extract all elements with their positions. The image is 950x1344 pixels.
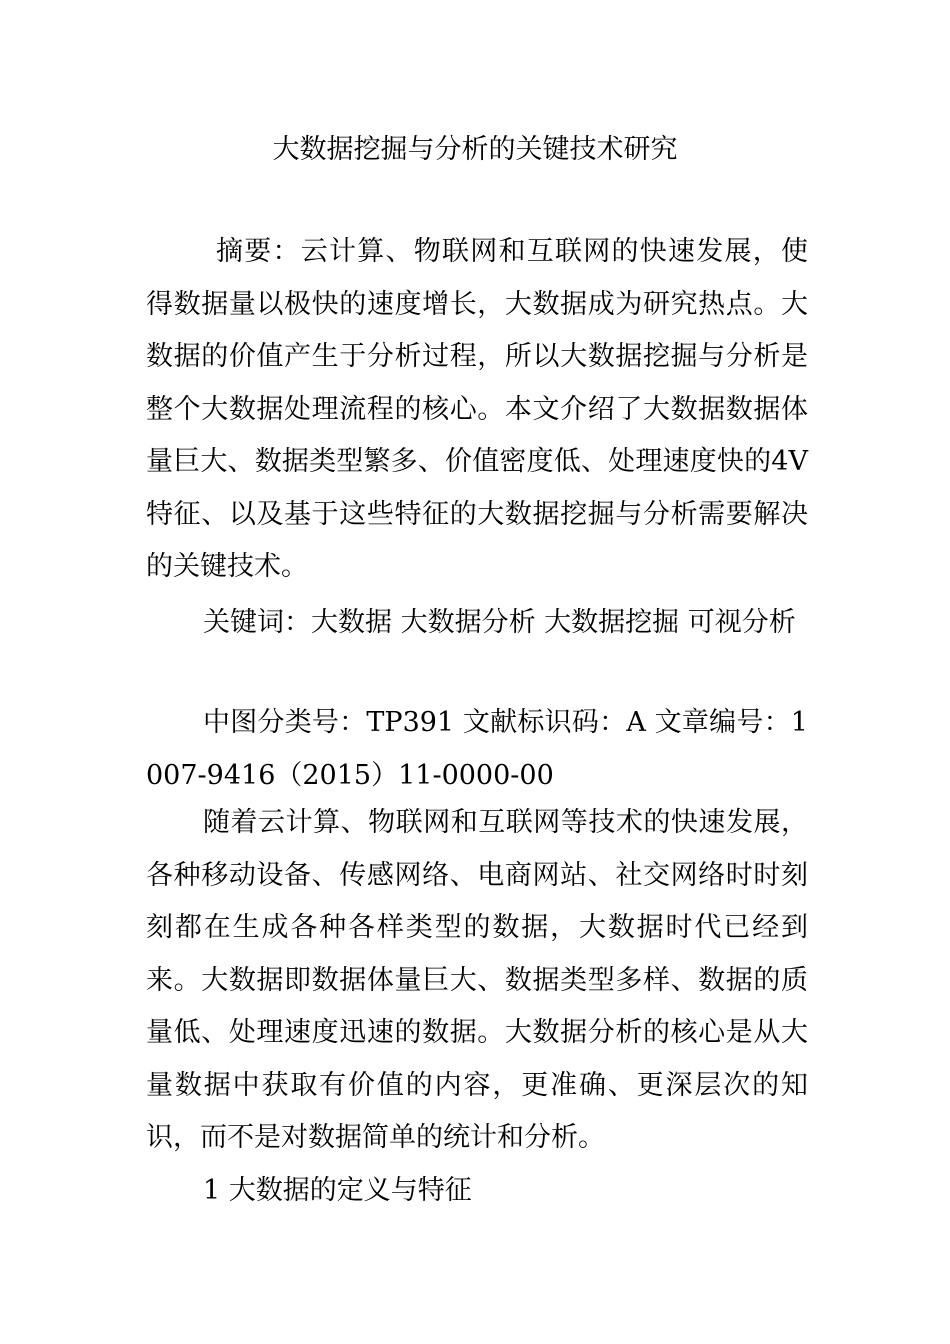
- document-title: 大数据挖掘与分析的关键技术研究: [272, 134, 678, 165]
- abstract-block: [146, 226, 808, 594]
- intro-paragraph: 随着云计算、物联网和互联网等技术的快速发展，各种移动设备、传感网络、电商网站、社交网络时时刻刻都在生成各种各样类型的数据，大数据时代已经到来。大数据即数据体量巨大、数据类型多样、数据的质量低、处理速度迅速的数据。大数据分析的核心是从大量数据中获取有价值的内容，更准确、更深层次的知识，而不是对数据简单的统计和分析。: [146, 807, 808, 1153]
- classification-paragraph: 中图分类号：TP391 文献标识码：A 文章编号：1007-9416（2015）11-0000-00: [146, 707, 808, 791]
- intro-block: [146, 797, 808, 1217]
- keywords-block: [146, 597, 808, 650]
- section-heading-1: 1 大数据的定义与特征: [203, 1174, 472, 1206]
- keywords-paragraph: 关键词：大数据 大数据分析 大数据挖掘 可视分析: [203, 607, 796, 638]
- abstract-paragraph: 摘要：云计算、物联网和互联网的快速发展，使得数据量以极快的速度增长，大数据成为研究热点。大数据的价值产生于分析过程，所以大数据挖掘与分析是整个大数据处理流程的核心。本文介绍了大数据数据体量巨大、数据类型繁多、价值密度低、处理速度快的4V特征、以及基于这些特征的大数据挖掘与分析需要解决的关键技术。: [146, 236, 808, 582]
- classification-block: [146, 697, 808, 802]
